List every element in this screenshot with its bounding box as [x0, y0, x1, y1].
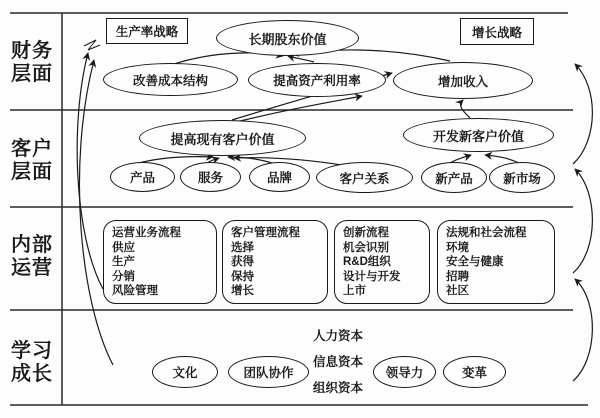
increase-revenue-ellipse: 增加收入: [393, 62, 533, 99]
perspective-label-learning-line2: 成长: [11, 363, 53, 385]
process-box-customer-management-title: 客户管理流程: [231, 227, 300, 239]
long-term-shareholder-value-ellipse: 长期股东价值: [216, 20, 359, 56]
improve-cost-structure-ellipse: 改善成本结构: [103, 63, 238, 96]
attribute-customer-relationship-ellipse: 客户关系: [316, 162, 413, 193]
process-box-customer-management: [222, 220, 328, 304]
process-item: 安全与健康: [446, 256, 504, 269]
enhance-existing-customer-value-ellipse: 提高现有客户价值: [139, 120, 306, 156]
increase-asset-utilization-ellipse: 提高资产利用率: [248, 63, 386, 97]
process-item: 设计与开发: [343, 270, 401, 283]
process-item: 机会识别: [343, 241, 389, 254]
leadership-ellipse: 领导力: [373, 356, 436, 388]
attribute-service-ellipse: 服务: [180, 162, 241, 192]
arrow-new-to-revenue: [461, 100, 470, 118]
teamwork-ellipse: 团队协作: [228, 356, 309, 388]
process-item: 社区: [446, 285, 469, 298]
process-box-innovation: [334, 220, 430, 304]
change-ellipse: 变革: [443, 356, 506, 388]
process-box-operations: [103, 220, 217, 304]
organization-capital-label: 组织资本: [313, 381, 364, 395]
process-box-regulatory-social: [437, 220, 555, 304]
perspective-label-internal-line1: 内部: [11, 234, 53, 256]
productivity-strategy-box: 生产率战略: [106, 18, 188, 44]
perspective-label-customer-line1: 客户: [11, 138, 53, 160]
perspective-label-learning: [6, 340, 58, 386]
perspective-label-internal: [6, 234, 58, 280]
perspective-label-customer-line2: 层面: [11, 161, 53, 183]
process-item: 保持: [231, 270, 254, 283]
arrow-asset-to-value: [288, 56, 314, 62]
process-box-operations-title: 运营业务流程: [112, 227, 181, 239]
process-item: 选择: [231, 241, 254, 254]
process-item: 招聘: [446, 270, 469, 283]
arrow-left-swoosh-learning: [79, 60, 113, 365]
develop-new-customer-value-ellipse: 开发新客户价值: [403, 118, 554, 152]
culture-ellipse: 文化: [152, 356, 218, 388]
attribute-new-market-ellipse: 新市场: [489, 162, 555, 193]
process-item: 分销: [112, 270, 135, 283]
process-item: 供应: [112, 241, 135, 254]
process-item: 生产: [112, 256, 135, 269]
perspective-label-financial-line2: 层面: [11, 63, 53, 85]
arrow-right-arc-internal-customer: [573, 169, 592, 273]
attribute-brand-ellipse: 品牌: [249, 162, 310, 192]
process-item: 风险管理: [112, 285, 158, 298]
information-capital-label: 信息资本: [313, 355, 364, 369]
process-item: 环境: [446, 241, 469, 254]
process-item: 上市: [343, 285, 366, 298]
arrow-left-swoosh-internal: [77, 53, 103, 289]
arrow-right-arc-customer-financial: [573, 64, 592, 164]
arrow-right-arc-learning-internal: [573, 279, 592, 381]
perspective-label-learning-line1: 学习: [11, 340, 53, 362]
process-box-innovation-title: 创新流程: [343, 227, 389, 239]
process-item: 获得: [231, 256, 254, 269]
attribute-product-ellipse: 产品: [110, 162, 175, 192]
process-box-regulatory-social-title: 法规和社会流程: [446, 227, 527, 239]
perspective-label-customer: [6, 138, 58, 184]
perspective-label-financial-line1: 财务: [11, 40, 53, 62]
perspective-label-financial: [6, 40, 58, 86]
left-swoosh-zigzag: [84, 40, 100, 50]
human-capital-label: 人力资本: [313, 329, 364, 343]
attribute-new-product-ellipse: 新产品: [421, 162, 487, 193]
process-item: 增长: [231, 285, 254, 298]
growth-strategy-box: 增长战略: [460, 18, 534, 45]
perspective-label-internal-line2: 运营: [11, 257, 53, 279]
process-item: R&D组织: [343, 256, 391, 269]
